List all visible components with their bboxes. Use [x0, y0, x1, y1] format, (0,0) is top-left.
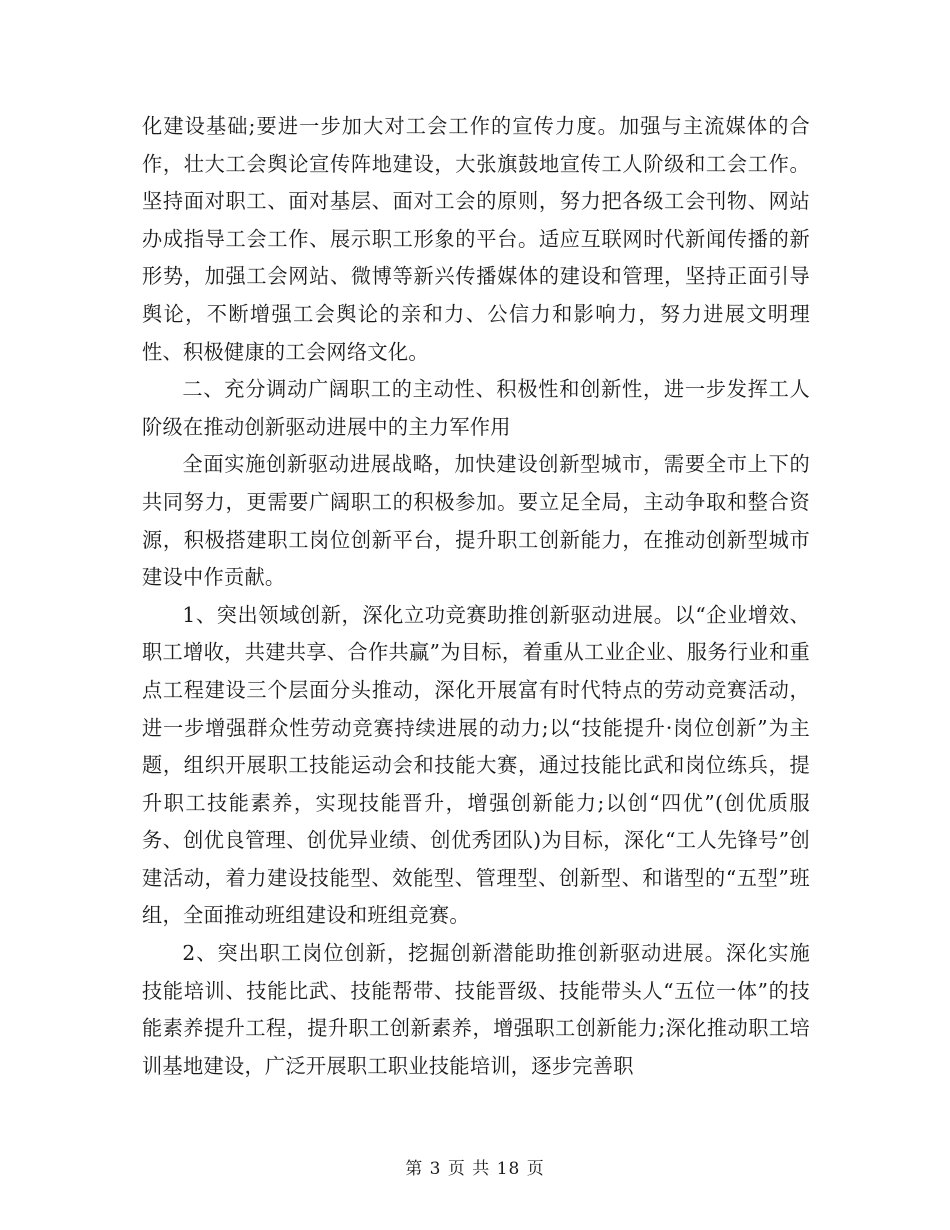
document-body — [142, 108, 810, 1085]
page-number-footer: 第 3 页 共 18 页 — [405, 1159, 545, 1179]
paragraph-item-two: 2、突出职工岗位创新，挖掘创新潜能助推创新驱动进展。深化实施技能培训、技能比武、技能帮带、技能晋级、技能带头人“五位一体”的技能素养提升工程，提升职工创新素养，增强职工创新能力;深化推动职工培训基地建设，广泛开展职工职业技能培训，逐步完善职 — [142, 941, 810, 1078]
section-heading-two: 二、充分调动广阔职工的主动性、积极性和创新性，进一步发挥工人阶级在推动创新驱动进展中的主力军作用 — [142, 377, 810, 439]
paragraph-innovation-strategy: 全面实施创新驱动进展战略，加快建设创新型城市，需要全市上下的共同努力，更需要广阔职工的积极参加。要立足全局，主动争取和整合资源，积极搭建职工岗位创新平台，提升职工创新能力，在推动创新型城市建设中作贡献。 — [142, 452, 810, 590]
paragraph-item-one: 1、突出领域创新，深化立功竞赛助推创新驱动进展。以“企业增效、职工增收，共建共享、合作共赢”为目标，着重从工业企业、服务行业和重点工程建设三个层面分头推动，深化开展富有时代特点的劳动竞赛活动，进一步增强群众性劳动竞赛持续进展的动力;以“技能提升·岗位创新”为主题，组织开展职工技能运动会和技能大赛，通过技能比武和岗位练兵，提升职工技能素养，实现技能晋升，增强创新能力;以创“四优”(创优质服务、创优良管理、创优异业绩、创优秀团队)为目标，深化“工人先锋号”创建活动，着力建设技能型、效能型、管理型、创新型、和谐型的“五型”班组，全面推动班组建设和班组竞赛。 — [142, 602, 810, 928]
paragraph-continuation: 化建设基础;要进一步加大对工会工作的宣传力度。加强与主流媒体的合作，壮大工会舆论宣传阵地建设，大张旗鼓地宣传工人阶级和工会工作。坚持面对职工、面对基层、面对工会的原则，努力把各级工会刊物、网站办成指导工会工作、展示职工形象的平台。适应互联网时代新闻传播的新形势，加强工会网站、微博等新兴传播媒体的建设和管理，坚持正面引导舆论，不断增强工会舆论的亲和力、公信力和影响力，努力进展文明理性、积极健康的工会网络文化。 — [142, 114, 810, 364]
